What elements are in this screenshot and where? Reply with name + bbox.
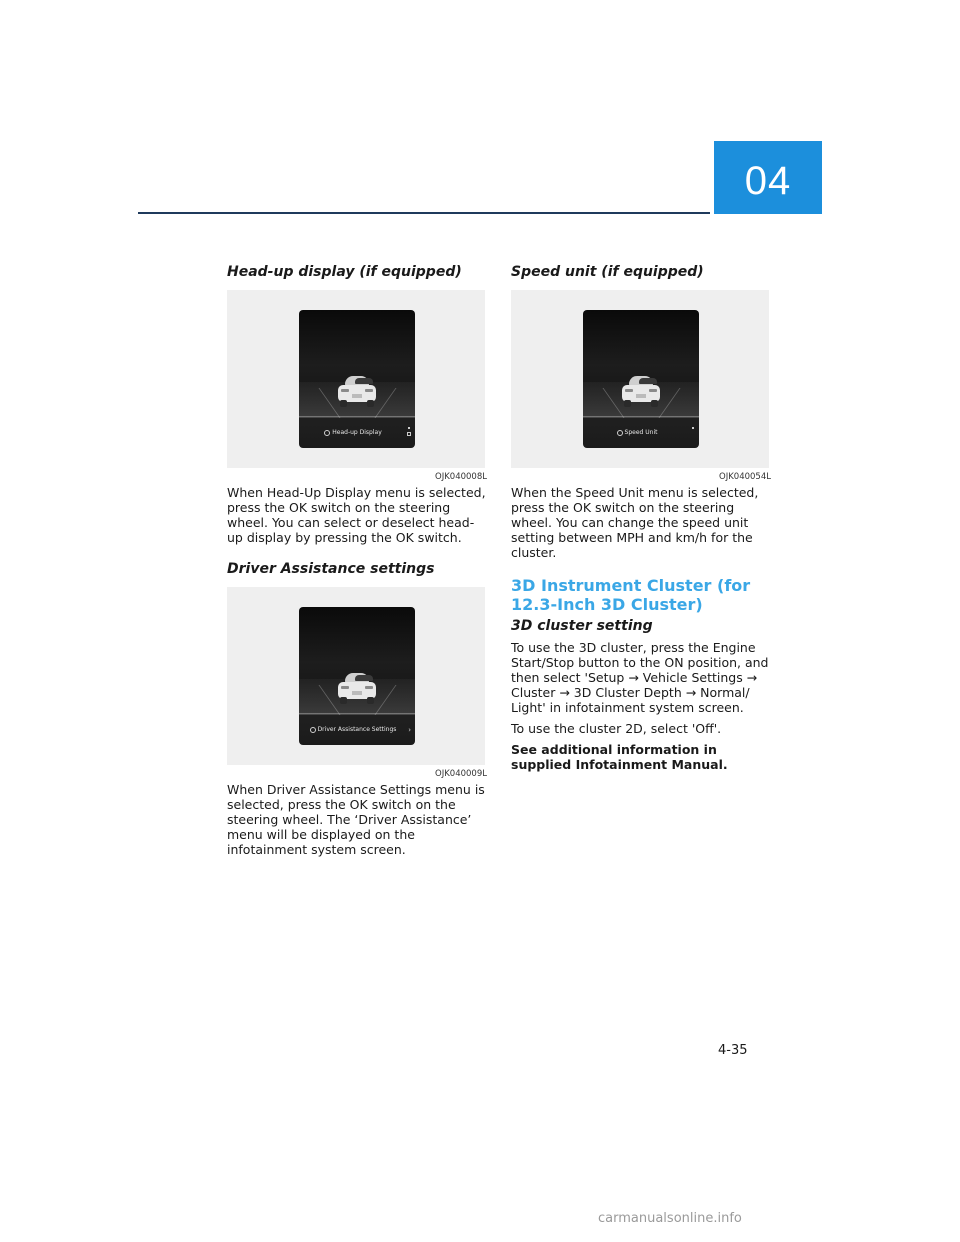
hud-figure: [227, 290, 485, 468]
driver-assist-figure-code: OJK040009L: [435, 769, 487, 779]
menu-label-driver-assist: Driver Assistance Settings: [317, 726, 397, 733]
hud-text: When Head-Up Display menu is selected, press the OK switch on the steering wheel. You can select or deselect head-up display by pressing the OK switch.: [227, 485, 486, 545]
cluster3d-para2: To use the cluster 2D, select 'Off'.: [511, 721, 722, 736]
hud-figure-code: OJK040008L: [435, 472, 487, 482]
menu-bar: [583, 416, 699, 448]
menu-bar: [299, 713, 415, 745]
cluster3d-para1: To use the 3D cluster, press the Engine Start/Stop button to the ON position, and then select 'Setup → Vehicle Settings → Cluster → 3D Cluster Depth → Normal/ Light' in infotainment system screen.: [511, 640, 769, 715]
chapter-tab: 04: [714, 141, 822, 214]
speed-unit-icon: [617, 430, 623, 436]
menu-label-speed-unit: Speed Unit: [624, 429, 658, 436]
left-column: [227, 262, 487, 857]
scroll-indicator-icon: [691, 427, 695, 439]
driver-assist-heading: Driver Assistance settings: [227, 561, 435, 577]
cluster-screen: [299, 607, 415, 745]
driver-assist-figure: [227, 587, 485, 765]
hud-heading: Head-up display (if equipped): [227, 264, 462, 280]
menu-label-hud: Head-up Display: [332, 429, 382, 436]
speed-unit-figure: [511, 290, 769, 468]
hud-icon: [324, 430, 330, 436]
chevron-right-icon: ›: [408, 726, 411, 734]
driver-assist-text: When Driver Assistance Settings menu is selected, press the OK switch on the steering wheel. The ‘Driver Assistance’ menu will be displayed on the infotainment system screen.: [227, 782, 485, 857]
scroll-indicator-icon: [407, 427, 411, 439]
speed-unit-text: When the Speed Unit menu is selected, press the OK switch on the steering wheel. You can change the speed unit setting between MPH and km/h for the cluster.: [511, 485, 759, 560]
right-column: [511, 262, 771, 772]
driver-assist-icon: [310, 727, 316, 733]
menu-bar: [299, 416, 415, 448]
speed-unit-figure-code: OJK040054L: [719, 472, 771, 482]
cluster3d-title: 3D Instrument Cluster (for 12.3-Inch 3D Cluster): [511, 576, 751, 614]
car-icon: [338, 376, 376, 408]
page-number: 4-35: [718, 1043, 748, 1058]
speed-unit-heading: Speed unit (if equipped): [511, 264, 704, 280]
car-icon: [622, 376, 660, 408]
cluster3d-subheading: 3D cluster setting: [511, 618, 653, 634]
watermark: carmanualsonline.info: [598, 1211, 742, 1226]
cluster3d-note: See additional information in supplied Infotainment Manual.: [511, 742, 728, 772]
cluster-screen: [299, 310, 415, 448]
cluster-screen: [583, 310, 699, 448]
car-icon: [338, 673, 376, 705]
header-rule: [138, 212, 710, 214]
